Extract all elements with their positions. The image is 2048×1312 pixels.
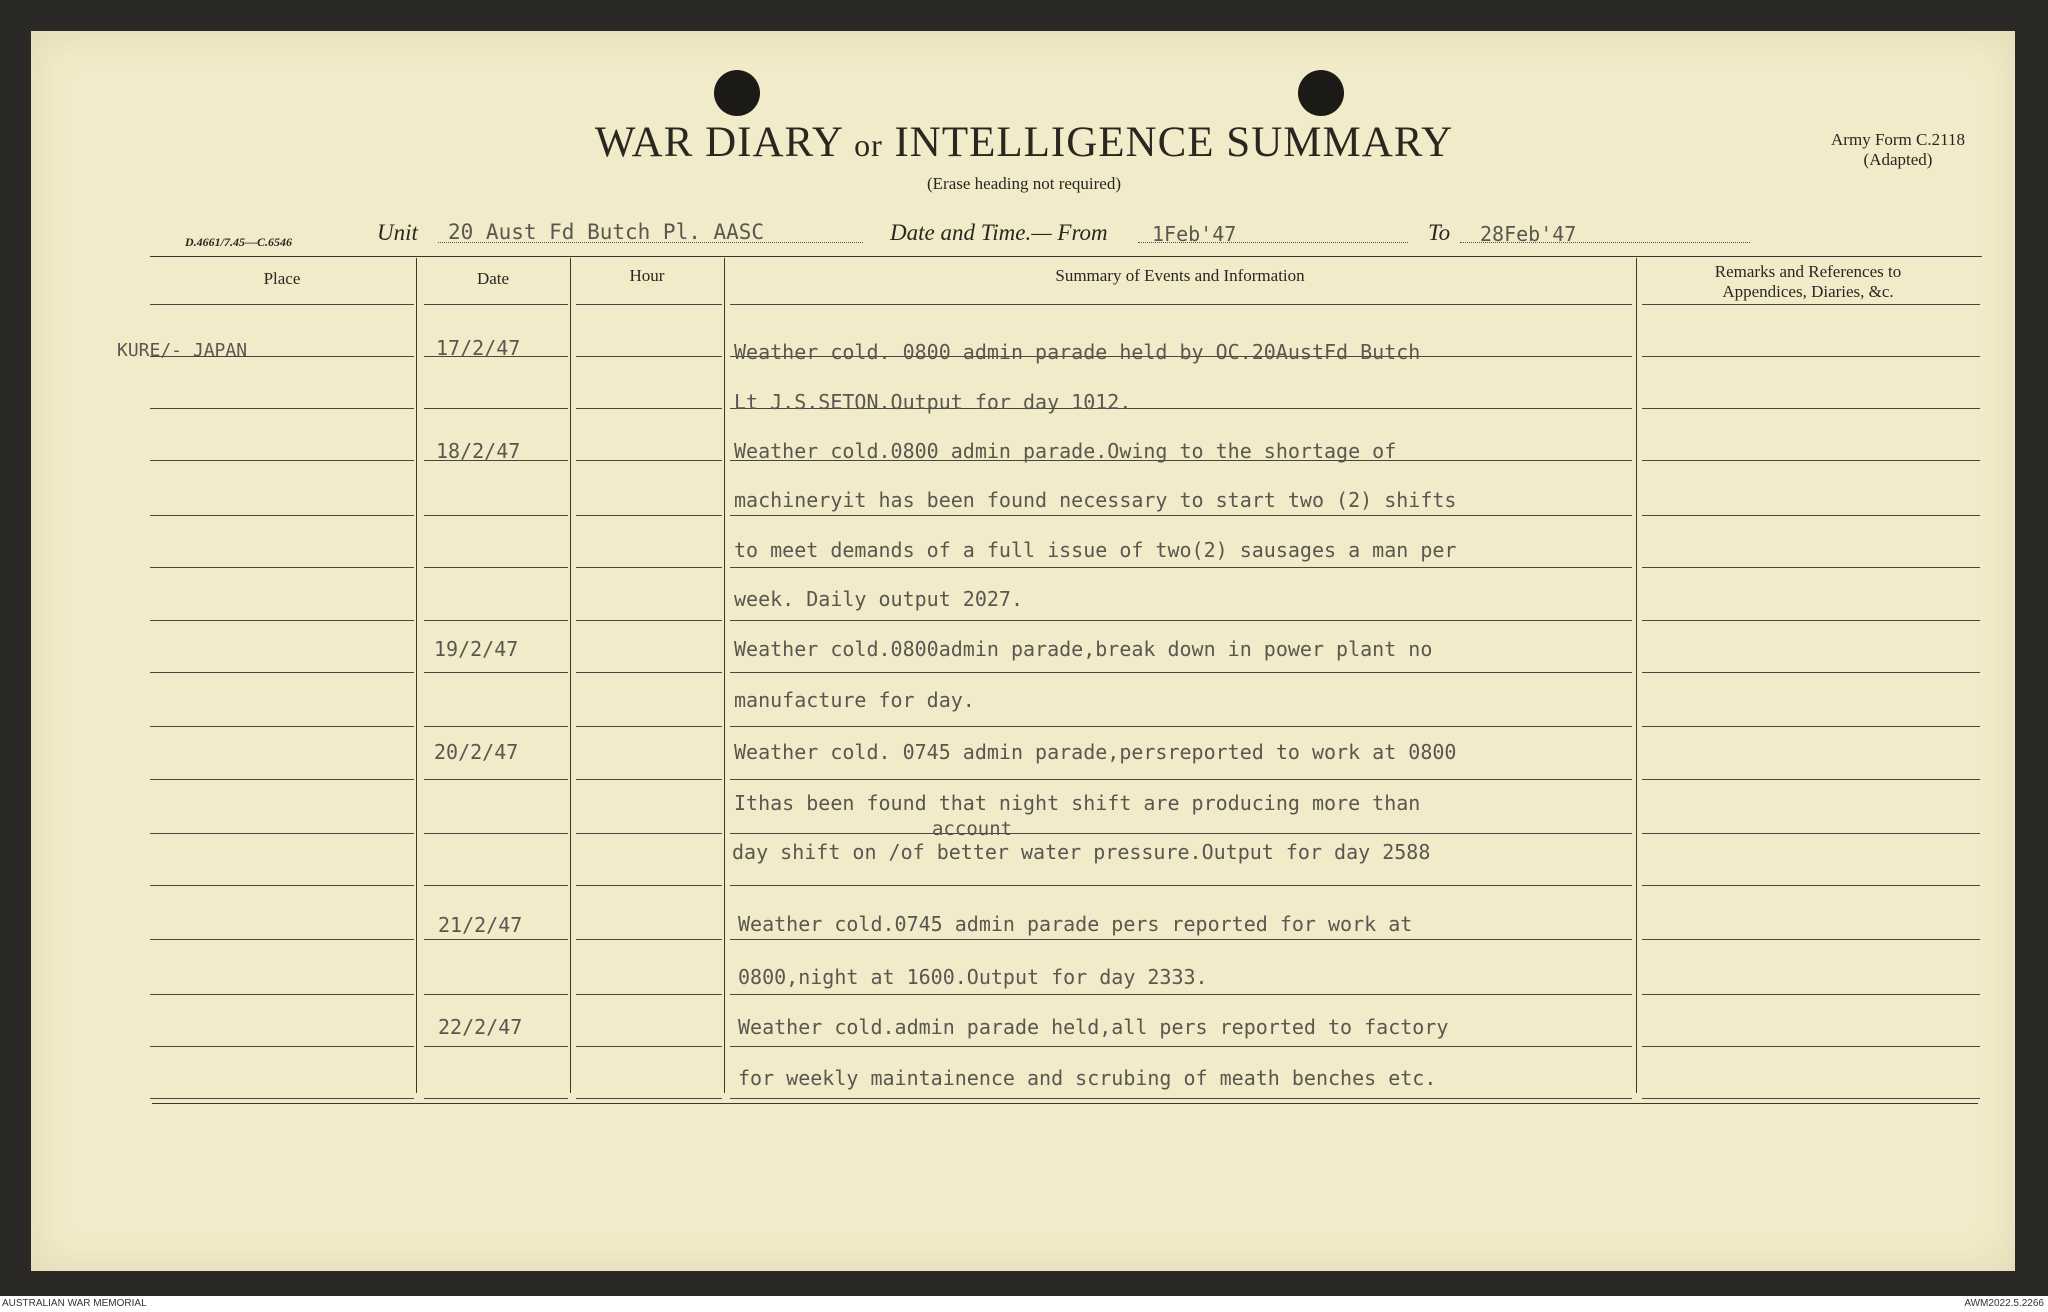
column-divider-summary xyxy=(1636,258,1637,1093)
ruled-line xyxy=(424,515,568,516)
ruled-line xyxy=(1642,460,1980,461)
ruled-line xyxy=(730,620,1632,621)
ruled-line xyxy=(576,620,722,621)
ruled-line xyxy=(730,726,1632,727)
ruled-line xyxy=(150,779,414,780)
ruled-line xyxy=(730,567,1632,568)
title-or: or xyxy=(854,127,883,163)
header-rule xyxy=(576,304,722,305)
ruled-line xyxy=(150,620,414,621)
summary-line: Weather cold.0800 admin parade.Owing to the shortage of xyxy=(734,439,1397,463)
ruled-line xyxy=(576,356,722,357)
from-value: 1Feb'47 xyxy=(1152,222,1237,246)
ruled-line xyxy=(1642,1098,1980,1099)
column-divider-date xyxy=(570,258,571,1093)
date-entry-2: 18/2/47 xyxy=(436,439,521,463)
summary-line: machineryit has been found necessary to start two (2) shifts xyxy=(734,488,1457,512)
title-intelligence-summary: INTELLIGENCE SUMMARY xyxy=(894,119,1454,166)
punch-hole-right xyxy=(1298,70,1344,116)
to-label: To xyxy=(1428,220,1451,245)
ruled-line xyxy=(576,994,722,995)
ruled-line xyxy=(576,567,722,568)
date-entry-6: 22/2/47 xyxy=(438,1015,523,1039)
ruled-line xyxy=(730,994,1632,995)
ruled-line xyxy=(150,408,414,409)
ruled-line xyxy=(576,726,722,727)
ruled-line xyxy=(1642,620,1980,621)
header-rule xyxy=(730,304,1632,305)
ruled-line xyxy=(730,672,1632,673)
ruled-line xyxy=(1642,408,1980,409)
ruled-line xyxy=(150,833,414,834)
ruled-line xyxy=(576,1046,722,1047)
ruled-line xyxy=(1642,885,1980,886)
ruled-line xyxy=(424,885,568,886)
ruled-line xyxy=(1642,515,1980,516)
ruled-line xyxy=(730,885,1632,886)
army-form-label: Army Form C.2118 xyxy=(1831,130,1965,149)
ruled-line xyxy=(424,939,568,940)
ruled-line xyxy=(150,515,414,516)
header-rule xyxy=(424,304,568,305)
summary-line: Weather cold. 0800 admin parade held by OC.20AustFd Butch xyxy=(734,340,1421,364)
ruled-line xyxy=(150,726,414,727)
place-entry: KURE/- JAPAN xyxy=(117,340,248,361)
punch-hole-left xyxy=(714,70,760,116)
header-rule xyxy=(1642,304,1980,305)
date-entry-1: 17/2/47 xyxy=(436,336,521,360)
archive-footer-right: AWM2022.5.2266 xyxy=(1964,1298,2044,1309)
ruled-line xyxy=(150,994,414,995)
summary-line: day shift on /of better water pressure.Output for day 2588 xyxy=(732,840,1431,864)
summary-line: Ithas been found that night shift are producing more than xyxy=(734,791,1421,815)
summary-line: Weather cold.admin parade held,all pers reported to factory xyxy=(738,1015,1449,1039)
date-time-label: Date and Time.— From xyxy=(890,220,1108,245)
ruled-line xyxy=(576,833,722,834)
ruled-line xyxy=(730,779,1632,780)
ruled-line xyxy=(730,939,1632,940)
ruled-line xyxy=(150,672,414,673)
to-value: 28Feb'47 xyxy=(1480,222,1577,246)
ruled-line xyxy=(150,567,414,568)
ruled-line xyxy=(1642,672,1980,673)
summary-line: to meet demands of a full issue of two(2) sausages a man per xyxy=(734,538,1457,562)
summary-line: 0800,night at 1600.Output for day 2333. xyxy=(738,965,1208,989)
summary-line: Weather cold. 0745 admin parade,persreported to work at 0800 xyxy=(734,740,1457,764)
ruled-line xyxy=(424,620,568,621)
ruled-line xyxy=(1642,939,1980,940)
column-header-summary: Summary of Events and Information xyxy=(1055,266,1305,285)
ruled-line xyxy=(1642,779,1980,780)
print-code: D.4661/7.45—C.6546 xyxy=(185,235,293,249)
summary-insertion: account xyxy=(932,818,1013,840)
date-entry-4: 20/2/47 xyxy=(434,740,519,764)
ruled-line xyxy=(424,994,568,995)
unit-value: 20 Aust Fd Butch Pl. AASC xyxy=(448,220,765,244)
army-form-adapted: (Adapted) xyxy=(1863,150,1933,169)
summary-line: for weekly maintainence and scrubing of meath benches etc. xyxy=(738,1066,1437,1090)
ruled-line xyxy=(1642,726,1980,727)
ruled-line xyxy=(730,1046,1632,1047)
ruled-line xyxy=(576,672,722,673)
column-header-remarks xyxy=(1638,262,1978,302)
title-war-diary: WAR DIARY xyxy=(594,119,843,166)
ruled-line xyxy=(150,460,414,461)
column-header-date: Date xyxy=(476,269,510,288)
ruled-line xyxy=(730,1098,1632,1099)
ruled-line xyxy=(576,1098,722,1099)
ruled-line xyxy=(424,672,568,673)
date-entry-5: 21/2/47 xyxy=(438,913,523,937)
remarks-header-line1: Remarks and References to xyxy=(1714,262,1902,281)
date-entry-3: 19/2/47 xyxy=(434,637,519,661)
column-divider-place xyxy=(416,258,417,1093)
page-subtitle: (Erase heading not required) xyxy=(927,174,1121,193)
archive-footer-left: AUSTRALIAN WAR MEMORIAL xyxy=(2,1298,147,1309)
column-divider-hour xyxy=(724,258,725,1093)
summary-line: Weather cold.0800admin parade,break down in power plant no xyxy=(734,637,1433,661)
column-header-hour: Hour xyxy=(629,266,665,285)
ruled-line xyxy=(576,779,722,780)
ruled-line xyxy=(730,515,1632,516)
page-title xyxy=(0,118,2048,167)
summary-line: Weather cold.0745 admin parade pers reported for work at xyxy=(738,912,1413,936)
ruled-line xyxy=(730,833,1632,834)
army-form-number xyxy=(1831,130,1965,170)
ruled-line xyxy=(424,726,568,727)
table-bottom-rule xyxy=(152,1103,1978,1104)
ruled-line xyxy=(424,408,568,409)
ruled-line xyxy=(576,460,722,461)
ruled-line xyxy=(576,939,722,940)
ruled-line xyxy=(150,939,414,940)
summary-line: Lt J.S.SETON.Output for day 1012. xyxy=(734,390,1132,414)
table-top-rule xyxy=(150,256,1982,257)
header-rule xyxy=(150,304,414,305)
remarks-header-line2: Appendices, Diaries, &c. xyxy=(1722,282,1894,301)
ruled-line xyxy=(150,1046,414,1047)
ruled-line xyxy=(576,885,722,886)
ruled-line xyxy=(1642,994,1980,995)
unit-label: Unit xyxy=(377,220,418,245)
ruled-line xyxy=(576,515,722,516)
ruled-line xyxy=(1642,1046,1980,1047)
ruled-line xyxy=(576,408,722,409)
column-header-place: Place xyxy=(263,269,301,288)
ruled-line xyxy=(150,1098,414,1099)
ruled-line xyxy=(1642,356,1980,357)
ruled-line xyxy=(1642,567,1980,568)
ruled-line xyxy=(424,833,568,834)
ruled-line xyxy=(1642,833,1980,834)
ruled-line xyxy=(424,1046,568,1047)
summary-line: week. Daily output 2027. xyxy=(734,587,1023,611)
ruled-line xyxy=(424,779,568,780)
ruled-line xyxy=(424,567,568,568)
ruled-line xyxy=(424,1098,568,1099)
ruled-line xyxy=(150,885,414,886)
summary-line: manufacture for day. xyxy=(734,688,975,712)
